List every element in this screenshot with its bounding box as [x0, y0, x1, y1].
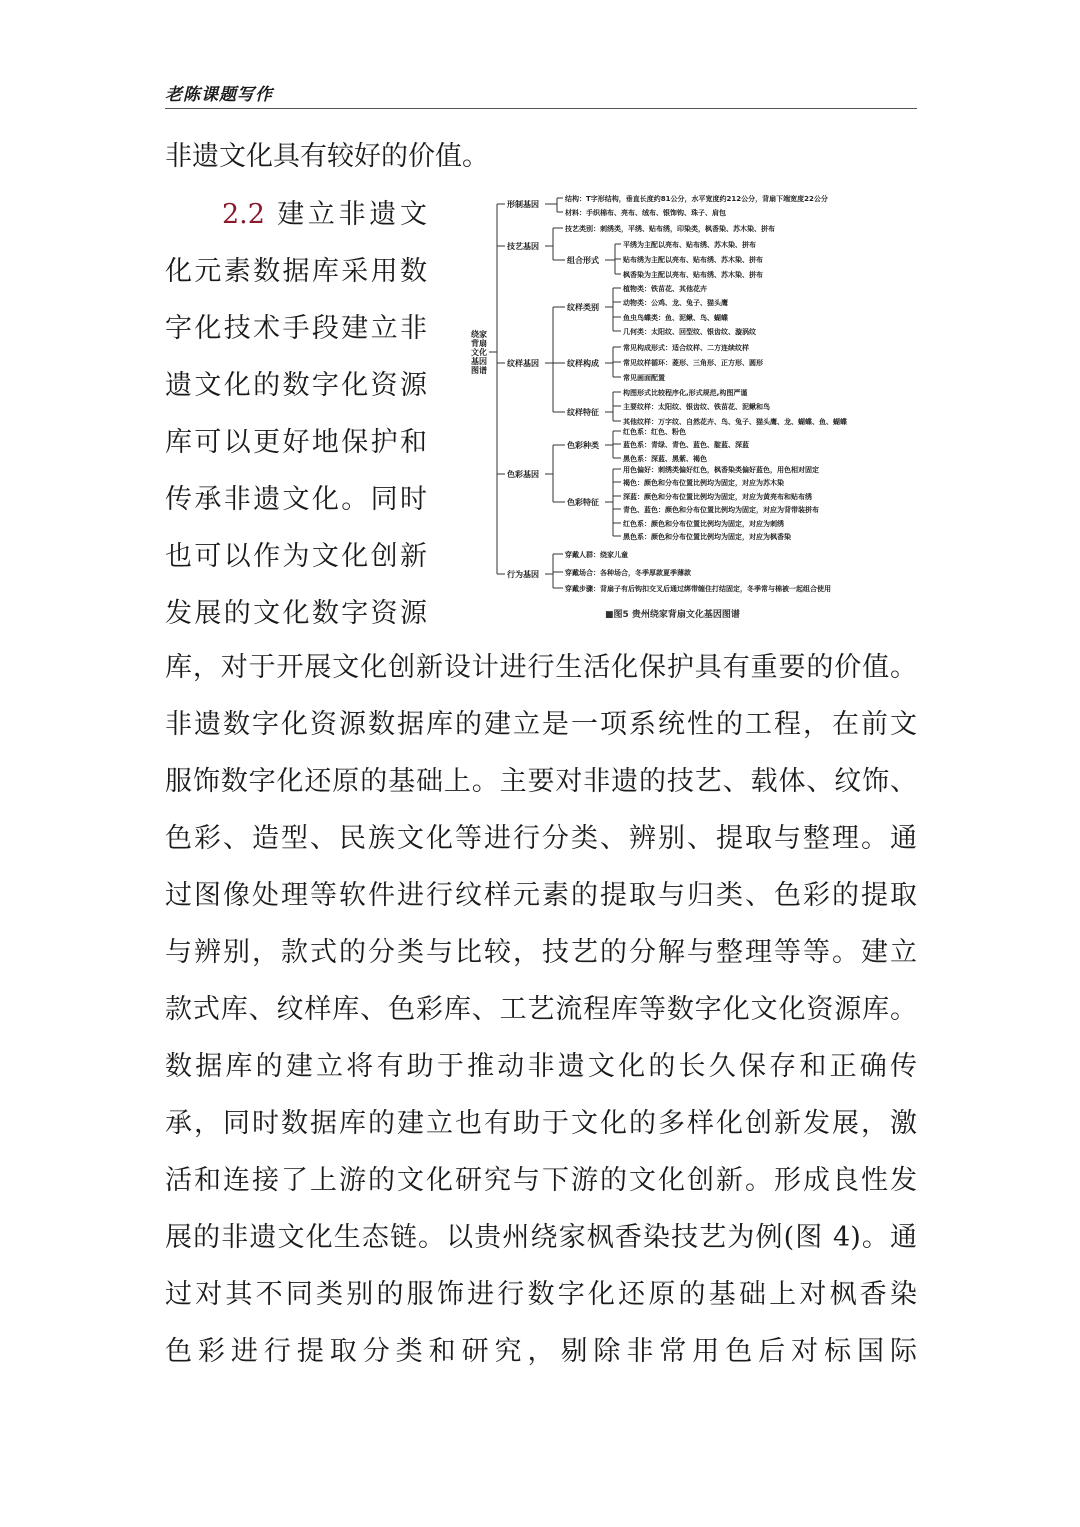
- body-line: 承，同时数据库的建立也有助于文化的多样化创新发展，激: [165, 1108, 917, 1139]
- body-line: 服饰数字化还原的基础上。主要对非遗的技艺、载体、纹饰、: [165, 766, 917, 797]
- figure-caption: ■图5 贵州绕家背扇文化基因图谱: [605, 610, 740, 620]
- narrow-line: 传承非遗文化。同时: [165, 484, 427, 515]
- diagram-root: 绕家背扇文化基因图谱: [471, 330, 487, 375]
- body-line: 色彩进行提取分类和研究，剔除非常用色后对标国际: [165, 1336, 917, 1367]
- node-pattern-category: 纹样类别: [567, 303, 599, 312]
- diagram-leaf: 材料：手织棉布、亮布、绒布、银饰钩、珠子、肩包: [565, 209, 726, 217]
- node-color-gene: 色彩基因: [507, 470, 539, 479]
- diagram-leaf: 红色系：红色、粉色: [623, 428, 686, 436]
- node-craft-gene: 技艺基因: [507, 242, 539, 251]
- narrow-line: 库可以更好地保护和: [165, 427, 427, 458]
- diagram-leaf: 黑色系：颜色和分布位置比例均为固定，对应为枫香染: [623, 533, 791, 541]
- diagram-leaf: 常见画面配置: [623, 374, 665, 382]
- diagram-leaf: 褐色：颜色和分布位置比例均为固定，对应为苏木染: [623, 479, 784, 487]
- narrow-line: 也可以作为文化创新: [165, 541, 427, 572]
- diagram-leaf: 构图形式比较程序化,形式规范,构图严谨: [623, 389, 748, 397]
- diagram-leaf: 穿戴步骤：背扇子有后钩扣交叉后通过绑带缠住打结固定，冬季常与棉被一起组合使用: [565, 585, 831, 593]
- diagram-leaf: 动物类：公鸡、龙、兔子、猫头鹰: [623, 299, 728, 307]
- diagram-leaf: 几何类：太阳纹、回型纹、银齿纹、漩涡纹: [623, 328, 756, 336]
- node-shape-gene: 形制基因: [507, 200, 539, 209]
- diagram-leaf: 常见纹样循环：菱形、三角形、正方形、圆形: [623, 359, 763, 367]
- node-pattern-composition: 纹样构成: [567, 359, 599, 368]
- diagram-leaf: 蓝色系：青绿、青色、蓝色、靛蓝、深蓝: [623, 441, 749, 449]
- section-number: 2.2: [222, 199, 265, 230]
- body-line: 过图像处理等软件进行纹样元素的提取与归类、色彩的提取: [165, 880, 917, 911]
- node-color-feature: 色彩特征: [567, 498, 599, 507]
- narrow-line: 遗文化的数字化资源: [165, 370, 427, 401]
- node-color-category: 色彩种类: [567, 441, 599, 450]
- section-heading-line: [222, 195, 427, 235]
- diagram-leaf: 深蓝：颜色和分布位置比例均为固定，对应为黄亮布和贴布绣: [623, 493, 812, 501]
- node-behavior-gene: 行为基因: [507, 570, 539, 579]
- body-line: 展的非遗文化生态链。以贵州绕家枫香染技艺为例(图 4)。通: [165, 1222, 917, 1253]
- diagram-leaf: 枫香染为主配以亮布、贴布绣、苏木染、拼布: [623, 271, 763, 279]
- header-rule: [165, 108, 917, 109]
- diagram-leaf: 技艺类别：刺绣类，平绣、贴布绣，印染类，枫香染、苏木染、拼布: [565, 225, 775, 233]
- body-line: 库，对于开展文化创新设计进行生活化保护具有重要的价值。: [165, 652, 917, 683]
- diagram-leaf: 穿戴场合：各种场合，冬季厚款夏季薄款: [565, 569, 691, 577]
- section-heading-rest: 建立非遗文: [277, 199, 427, 230]
- body-line: 过对其不同类别的服饰进行数字化还原的基础上对枫香染: [165, 1279, 917, 1310]
- diagram-leaf: 鱼虫鸟蝶类：鱼、泥鳅、鸟、蝴蝶: [623, 314, 728, 322]
- body-line: 数据库的建立将有助于推动非遗文化的长久保存和正确传: [165, 1051, 917, 1082]
- diagram-leaf: 红色系：颜色和分布位置比例均为固定，对应为刺绣: [623, 520, 784, 528]
- narrow-line: 化元素数据库采用数: [165, 256, 427, 287]
- body-line: 色彩、造型、民族文化等进行分类、辨别、提取与整理。通: [165, 823, 917, 854]
- diagram-leaf: 穿戴人群：绕家儿童: [565, 551, 628, 559]
- diagram-leaf: 贴布绣为主配以亮布、贴布绣、苏木染、拼布: [623, 256, 763, 264]
- body-line: 非遗数字化资源数据库的建立是一项系统性的工程，在前文: [165, 709, 917, 740]
- diagram-leaf: 平绣为主配以亮布、贴布绣、苏木染、拼布: [623, 241, 756, 249]
- narrow-line: 发展的文化数字资源: [165, 598, 427, 629]
- diagram-leaf: 常见构成形式：适合纹样、二方连续纹样: [623, 344, 749, 352]
- diagram-leaf: 植物类：铁苗花、其他花卉: [623, 285, 707, 293]
- body-line: 款式库、纹样库、色彩库、工艺流程库等数字化文化资源库。: [165, 994, 917, 1025]
- diagram-leaf: 主要纹样：太阳纹、银齿纹、铁苗花、泥鳅和鸟: [623, 403, 770, 411]
- diagram-leaf: 青色、蓝色：颜色和分布位置比例均为固定，对应为背带装拼布: [623, 506, 819, 514]
- culture-gene-diagram: [465, 190, 915, 625]
- diagram-leaf: 其他纹样：万字纹、自然花卉、鸟、兔子、猫头鹰、龙、蝴蝶、鱼、蝴蝶: [623, 418, 847, 426]
- diagram-leaf: 用色偏好：刺绣类偏好红色，枫香染类偏好蓝色，用色相对固定: [623, 466, 819, 474]
- diagram-leaf: 结构：T字形结构，垂直长度约81公分，水平宽度约212公分，背扇下端宽度22公分: [565, 195, 828, 203]
- intro-line: 非遗文化具有较好的价值。: [165, 141, 489, 172]
- node-pattern-gene: 纹样基因: [507, 359, 539, 368]
- node-combination: 组合形式: [567, 256, 599, 265]
- body-line: 与辨别，款式的分类与比较，技艺的分解与整理等等。建立: [165, 937, 917, 968]
- narrow-line: 字化技术手段建立非: [165, 313, 427, 344]
- header-title: 老陈课题写作: [165, 85, 273, 105]
- node-pattern-feature: 纹样特征: [567, 408, 599, 417]
- diagram-leaf: 黑色系：深蓝、黑紫、褐色: [623, 455, 707, 463]
- body-line: 活和连接了上游的文化研究与下游的文化创新。形成良性发: [165, 1165, 917, 1196]
